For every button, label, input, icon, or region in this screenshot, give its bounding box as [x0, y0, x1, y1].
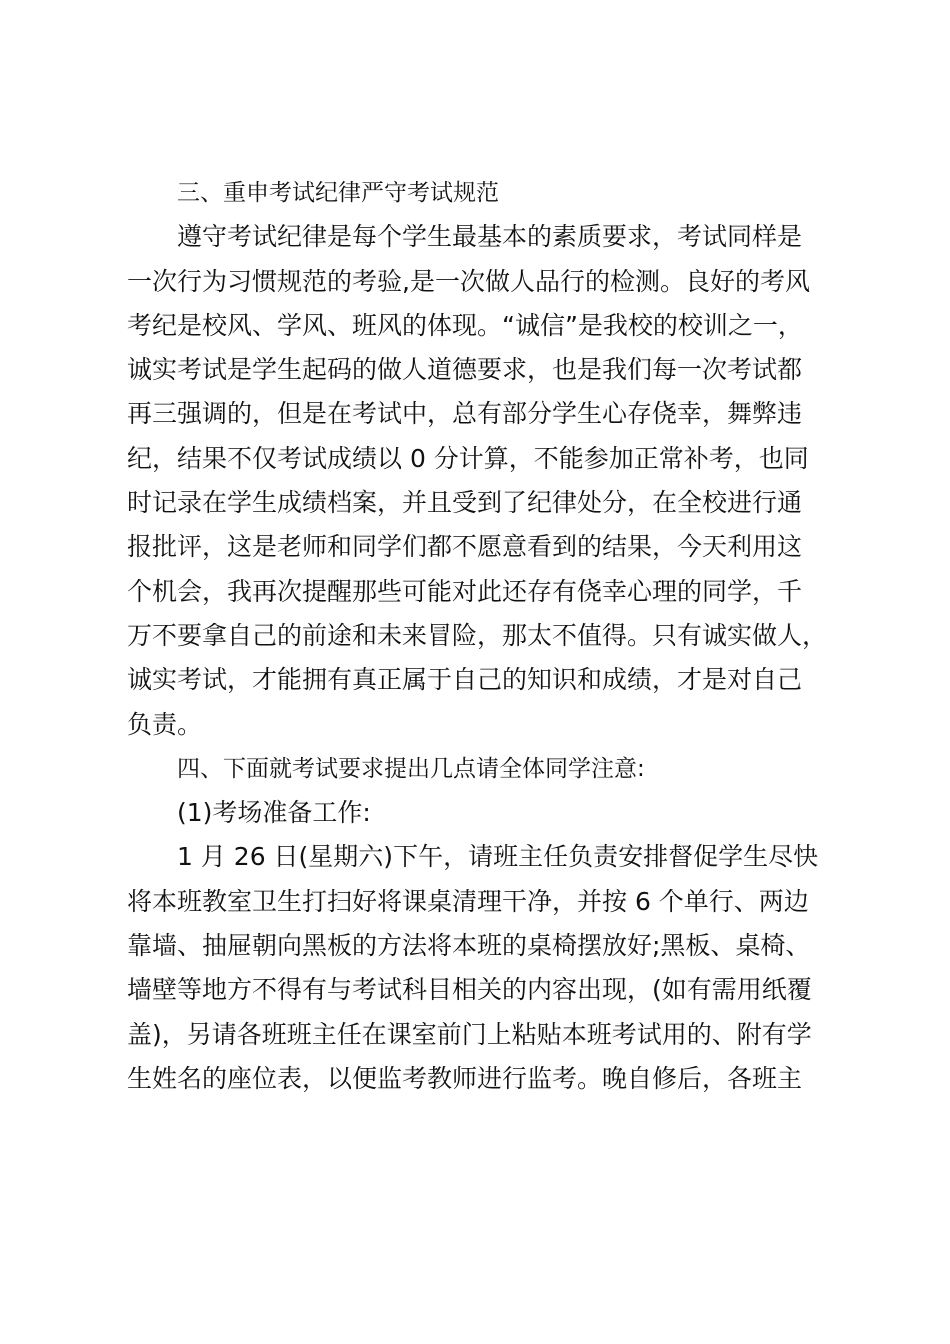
paragraph-line: 负责。 [127, 709, 203, 739]
paragraph-line: 将本班教室卫生打扫好将课桌清理干净，并按 6 个单行、两边 [127, 886, 809, 916]
paragraph-line: 1 月 26 日(星期六)下午，请班主任负责安排督促学生尽快 [177, 842, 819, 872]
document-body [127, 171, 837, 1101]
subheading-exam-room-preparation: (1)考场准备工作: [177, 798, 371, 828]
paragraph-line: 报批评，这是老师和同学们都不愿意看到的结果，今天利用这 [127, 532, 803, 562]
paragraph-line: 诚实考试是学生起码的做人道德要求，也是我们每一次考试都 [127, 355, 803, 385]
paragraph-line: 盖)，另请各班班主任在课室前门上粘贴本班考试用的、附有学 [127, 1019, 812, 1049]
paragraph-line: 遵守考试纪律是每个学生最基本的素质要求，考试同样是 [177, 222, 803, 252]
paragraph-line: 墙壁等地方不得有与考试科目相关的内容出现，(如有需用纸覆 [127, 975, 812, 1005]
paragraph-line: 万不要拿自己的前途和未来冒险，那太不值得。只有诚实做人， [127, 620, 828, 650]
paragraph-line: 诚实考试，才能拥有真正属于自己的知识和成绩，才是对自己 [127, 665, 803, 695]
paragraph-line: 考纪是校风、学风、班风的体现。“诚信”是我校的校训之一， [127, 310, 803, 340]
paragraph-line: 时记录在学生成绩档案，并且受到了纪律处分，在全校进行通 [127, 488, 803, 518]
paragraph-line: 再三强调的，但是在考试中，总有部分学生心存侥幸，舞弊违 [127, 399, 803, 429]
paragraph-line: 个机会，我再次提醒那些可能对此还存有侥幸心理的同学，千 [127, 576, 803, 606]
section-heading-three: 三、重申考试纪律严守考试规范 [177, 180, 499, 206]
paragraph-line: 纪，结果不仅考试成绩以 0 分计算，不能参加正常补考，也同 [127, 443, 809, 473]
paragraph-line: 靠墙、抽屉朝向黑板的方法将本班的桌椅摆放好;黑板、桌椅、 [127, 931, 811, 961]
paragraph-line: 生姓名的座位表，以便监考教师进行监考。晚自修后，各班主 [127, 1063, 803, 1093]
paragraph-line: 一次行为习惯规范的考验,是一次做人品行的检测。良好的考风 [127, 266, 810, 296]
section-heading-four: 四、下面就考试要求提出几点请全体同学注意: [177, 755, 645, 782]
